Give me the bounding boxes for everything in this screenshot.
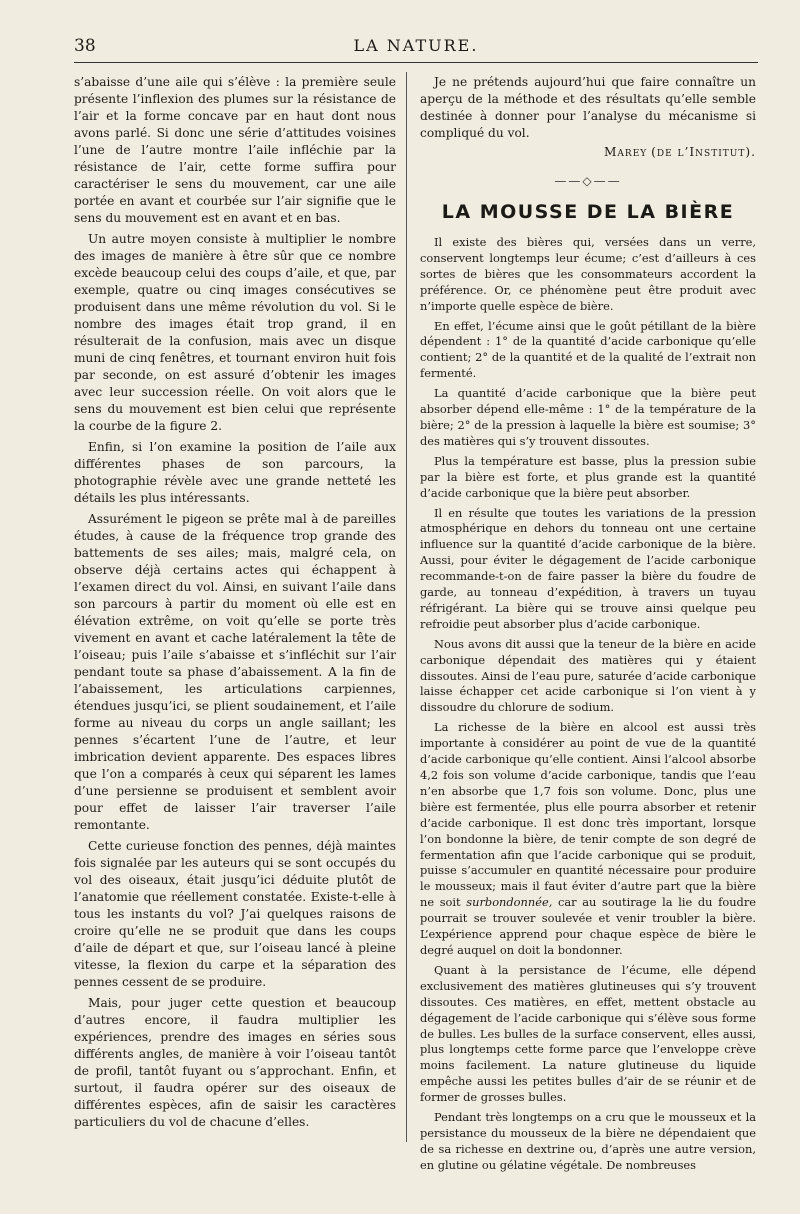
- paragraph: Il existe des bières qui, versées dans un verre, conservent longtemps leur écume; c’est d’ailleurs à ces sortes de bières que les consommateurs accordent la préférence. Or, ce phénomène peut être produit avec n’importe quelle espèce de bière.: [420, 235, 756, 313]
- page-number: 38: [74, 36, 96, 56]
- paragraph: Pendant très longtemps on a cru que le mousseux et la persistance du mousseux de la bière ne dépendaient que de sa richesse en dextrine ou, d’après une autre version, en glutine ou gélatine végétale. De nombreuses: [420, 1110, 756, 1172]
- author-signature: [420, 144, 756, 161]
- page-header: [74, 36, 758, 58]
- paragraph: Mais, pour juger cette question et beaucoup d’autres encore, il faudra multiplier les expériences, prendre des images en séries sous différents angles, de manière à voir l’oiseau tantôt de profil, tantôt fuyant ou s’approchant. Enfin, et surtout, il faudra opérer sur des oiseaux de différentes espèces, afin de saisir les caractères particuliers du vol de chacune d’elles.: [74, 996, 396, 1129]
- paragraph: Il en résulte que toutes les variations de la pression atmosphérique en dehors du tonneau ont une certaine influence sur la quantité d’acide carbonique de la bière. Aussi, pour éviter le dégagement de l’acide carbonique recommande-t-on de faire passer la bière du foudre de garde, au tonneau d’expédition, à travers un tuyau réfrigérant. La bière qui se trouve ainsi quelque peu refroidie peut absorber plus d’acide carbonique.: [420, 505, 756, 631]
- article-body: [420, 235, 756, 1174]
- paragraph: Quant à la persistance de l’écume, elle dépend exclusivement des matières glutineuses qui s’y trouvent dissoutes. Ces matières, en effet, mettent obstacle au dégagement de l’acide carbonique qui s’élève sous forme de bulles. Les bulles de la surface conservent, elles aussi, plus longtemps cette forme parce que l’enveloppe crève moins facilement. La nature glutineuse du liquide empêche aussi les petites bulles d’air de se réunir et de former de grosses bulles.: [420, 962, 756, 1105]
- paragraph: En effet, l’écume ainsi que le goût pétillant de la bière dépendent : 1° de la quantité d’acide carbonique qu’elle contient; 2° de la quantité et de la qualité de l’extrait non fermenté.: [420, 318, 756, 381]
- column-divider: [406, 72, 407, 1142]
- intro-paragraph: Je ne prétends aujourd’hui que faire connaître un aperçu de la méthode et des résultats qu’elle semble destinée à donner pour l’analyse du mécanisme si compliqué du vol.: [420, 75, 756, 140]
- paragraph: Un autre moyen consiste à multiplier le nombre des images de manière à être sûr que ce nombre excède beaucoup celui des coups d’aile, et que, par exemple, quatre ou cinq images consécutives se produisent dans une même révolution du vol. Si le nombre des images était trop grand, il en résulterait de la confusion, mais avec un disque muni de cinq fenêtres, et tournant environ huit fois par seconde, on est assuré d’obtenir les images avec leur succession réelle. On voit alors que le sens du mouvement est bien celui que représente la courbe de la figure 2.: [74, 232, 396, 433]
- right-column: [420, 74, 756, 1178]
- paragraph: Plus la température est basse, plus la pression subie par la bière est forte, et plus grande est la quantité d’acide carbonique que la bière peut absorber.: [420, 453, 756, 500]
- left-column: [74, 74, 396, 1135]
- paragraph: Cette curieuse fonction des pennes, déjà maintes fois signalée par les auteurs qui se sont occupés du vol des oiseaux, était jusqu’ici déduite plutôt de l’anatomie que réellement constatée. Existe-t-elle à tous les instants du vol? J’ai quelques raisons de croire qu’elle ne se produit que dans les coups d’aile de départ et que, sur l’oiseau lancé à pleine vitesse, la flexion du carpe et la séparation des pennes cessent de se produire.: [74, 839, 396, 989]
- paragraph: Assurément le pigeon se prête mal à de pareilles études, à cause de la fréquence trop grande des battements de ses ailes; mais, malgré cela, on observe déjà certains actes qui échappent à l’examen direct du vol. Ainsi, en suivant l’aile dans son parcours à partir du moment où elle est en élévation extrême, on voit qu’elle se porte très vivement en avant et cache latéralement la tête de l’oiseau; puis l’aile s’abaisse et s’infléchit sur l’air pendant toute sa phase d’abaissement. A la fin de l’abaissement, les articulations carpiennes, étendues jusqu’ici, se plient soudainement, et l’aile forme au niveau du corps un angle saillant; les pennes s’écartent l’une de l’autre, et leur imbrication devient apparente. Des espaces libres que l’on a comparés à ceux qui séparent les lames d’une persienne se produisent et semblent avoir pour effet de laisser l’air traverser l’aile remontante.: [74, 512, 396, 832]
- running-title: LA NATURE.: [353, 36, 479, 55]
- paragraph-text: La richesse de la bière en alcool est aussi très importante à considérer au point de vue de la quantité d’acide carbonique qu’elle contient. Ainsi l’alcool absorbe 4,2 fois son volume d’acide carbonique, tandis que l’eau n’en absorbe que 1,7 fois son volume. Donc, plus une bière est fermentée, plus elle pourra absorber et retenir d’acide carbonique. Il est donc très important, lorsque l’on bondonne la bière, de tenir compte de son degré de fermentation afin que l’acide carbonique qui se produit, puisse s’accumuler en quantité nécessaire pour produire le mousseux; mais il faut éviter d’autre part que la bière ne soit: [420, 720, 756, 910]
- author-affiliation: (de l’Institut).: [651, 145, 756, 159]
- paragraph-text: car au soutirage la lie du foudre pourrait se trouver soulevée et venir troubler la bière. L’expérience apprend pour chaque espèce de bière le degré auquel on doit la bondonner.: [420, 895, 757, 957]
- paragraph: Enfin, si l’on examine la position de l’aile aux différentes phases de son parcours, la photographie révèle avec une grande netteté les détails les plus intéressants.: [74, 440, 396, 505]
- paragraph: Nous avons dit aussi que la teneur de la bière en acide carbonique dépendait des matières qui y étaient dissoutes. Ainsi de l’eau pure, saturée d’acide carbonique laisse échapper cet acide carbonique si l’on vient à y dissoudre du chlorure de sodium.: [420, 636, 756, 715]
- paragraph: La quantité d’acide carbonique que la bière peut absorber dépend elle-même : 1° de la température de la bière; 2° de la pression à laquelle la bière est soumise; 3° des matières qui s’y trouvent dissoutes.: [420, 386, 756, 448]
- article-title: LA MOUSSE DE LA BIÈRE: [441, 201, 735, 223]
- italic-term: surbondonnée,: [466, 895, 553, 910]
- section-ornament: ——◇——: [554, 174, 622, 188]
- header-rule: [74, 62, 758, 63]
- paragraph: s’abaisse d’une aile qui s’élève : la première seule présente l’inflexion des plumes sur la résistance de l’air et la forme concave par en haut dont nous avons parlé. Si donc une série d’attitudes voisines l’une de l’autre montre l’aile infléchie par la résistance de l’air, cette forme suffira pour caractériser le sens du mouvement, car une aile portée en avant et courbée sur l’air signifie que le sens du mouvement est en avant et en bas.: [74, 75, 396, 225]
- author-name: Marey: [603, 145, 648, 159]
- paragraph: [420, 720, 756, 959]
